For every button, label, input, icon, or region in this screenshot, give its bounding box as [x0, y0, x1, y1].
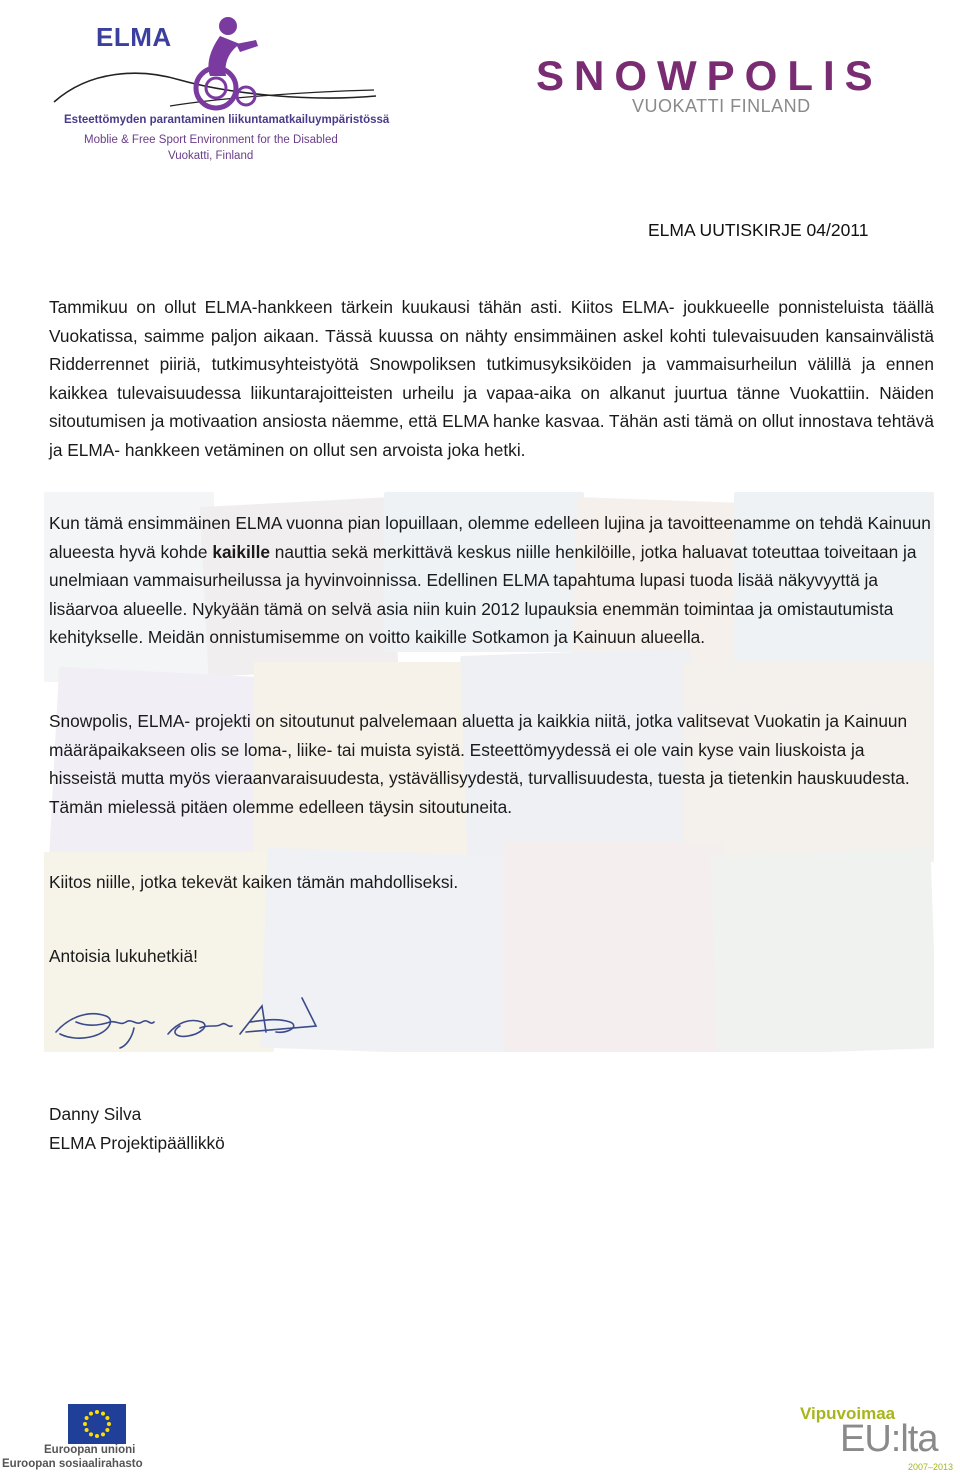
paragraph-goals [49, 509, 934, 652]
signature-name-text: Danny Silva [49, 1104, 142, 1124]
paragraph-goals-part1: Kun tämä ensimmäinen ELMA vuonna pian lopuillaan, olemme edelleen lujina ja tavoitteenamme on tehdä Kainuun alueesta hyvä kohde [49, 513, 931, 562]
elma-logo-tagline-fi: Esteettömyden parantaminen liikuntamatkailuympäristössä [64, 114, 390, 126]
snowpolis-logo-name: SNOWPOLIS [536, 52, 883, 99]
paragraph-goals-emphasis: kaikille [212, 541, 270, 562]
signature-title [49, 1129, 934, 1158]
paragraph-intro-text: Tammikuu on ollut ELMA-hankkeen tärkein kuukausi tähän asti. Kiitos ELMA- joukkueelle ponnisteluista täällä Vuokatissa, saimme paljon aikaan. Tässä kuussa on nähty ensimmäinen askel kohti tulevaisuuden kansainvälistä Ridderrennet piiriä, tutkimusyhteistyötä Snowpoliksen tutkimusyksiköiden ja vammaisurheilun välillä ja ennen kaikkea tulevaisuudessa liikuntarajoitteisten urheilu ja vapaa-aika on alkanut juurtua tänne Vuokattiin. Näiden sitoutumisen ja motivaation ansiosta näemme, että ELMA hanke kasvaa. Tähän asti tämä on ollut innostava tehtävä ja ELMA- hankkeen vetäminen on ollut sen arvoista joka hetki. [49, 297, 934, 460]
eu-stars-icon [68, 1404, 126, 1444]
snowpolis-logo-subtitle: VUOKATTI FINLAND [632, 96, 811, 116]
eu-flag-icon [68, 1404, 126, 1444]
snowpolis-logo [536, 52, 916, 132]
eu-logo-line2: Euroopan sosiaalirahasto [2, 1458, 143, 1470]
paragraph-closing [49, 942, 934, 971]
paragraph-thanks-text: Kiitos niille, jotka tekevät kaiken tämän mahdolliseksi. [49, 872, 459, 892]
paragraph-thanks [49, 868, 934, 897]
signature-title-text: ELMA Projektipäällikkö [49, 1133, 225, 1153]
handwritten-signature [50, 992, 330, 1054]
vipuvoimaa-logo-main: EU:lta [840, 1418, 938, 1460]
eu-social-fund-logo [0, 1400, 143, 1478]
vipuvoimaa-eu-logo [798, 1404, 958, 1476]
paragraph-intro [49, 293, 934, 465]
elma-logo-tagline-en: Moblie & Free Sport Environment for the Disabled [84, 134, 338, 146]
paragraph-goals-part2: nauttia sekä merkittävä keskus niille henkilöille, jotka haluavat toteuttaa toiveitaan ja unelmiaan vammaisurheilussa ja hyvinvoinnissa. Edellinen ELMA tapahtuma lupasi tuoda lisää näkyvyyttä ja lisäarvoa alueelle. Nykyään tämä on selvä asia niin kuin 2012 lupauksia enemmän toimintaa ja omistautumista kehitykselle. Meidän onnistumisemme on voitto kaikille Sotkamon ja Kainuun alueella. [49, 541, 917, 648]
paragraph-commitment [49, 707, 934, 821]
paragraph-closing-text: Antoisia lukuhetkiä! [49, 946, 198, 966]
newsletter-issue-label: ELMA UUTISKIRJE 04/2011 [648, 220, 869, 240]
vipuvoimaa-logo-top: Vipuvoimaa [800, 1404, 896, 1423]
elma-logo-name: ELMA [96, 22, 172, 52]
elma-logo-location: Vuokatti, Finland [168, 150, 254, 162]
paragraph-goals-text [49, 509, 934, 652]
vipuvoimaa-logo-years: 2007–2013 [908, 1462, 954, 1472]
eu-logo-line1: Euroopan unioni [44, 1444, 136, 1456]
signature-name [49, 1100, 934, 1129]
elma-logo [50, 10, 390, 170]
paragraph-commitment-text: Snowpolis, ELMA- projekti on sitoutunut palvelemaan aluetta ja kaikkia niitä, jotka valitsevat Vuokatin ja Kainuun määräpaikakseen olis se loma-, liike- tai muista syistä. Esteettömyydessä ei ole vain kyse vain liuskoista ja hisseistä mutta myös vieraanvaraisuudesta, ystävällisyydestä, turvallisuudesta, tuesta ja tietenkin hauskuudesta. Tämän mielessä pitäen olemme edelleen täysin sitoutuneita. [49, 711, 910, 817]
